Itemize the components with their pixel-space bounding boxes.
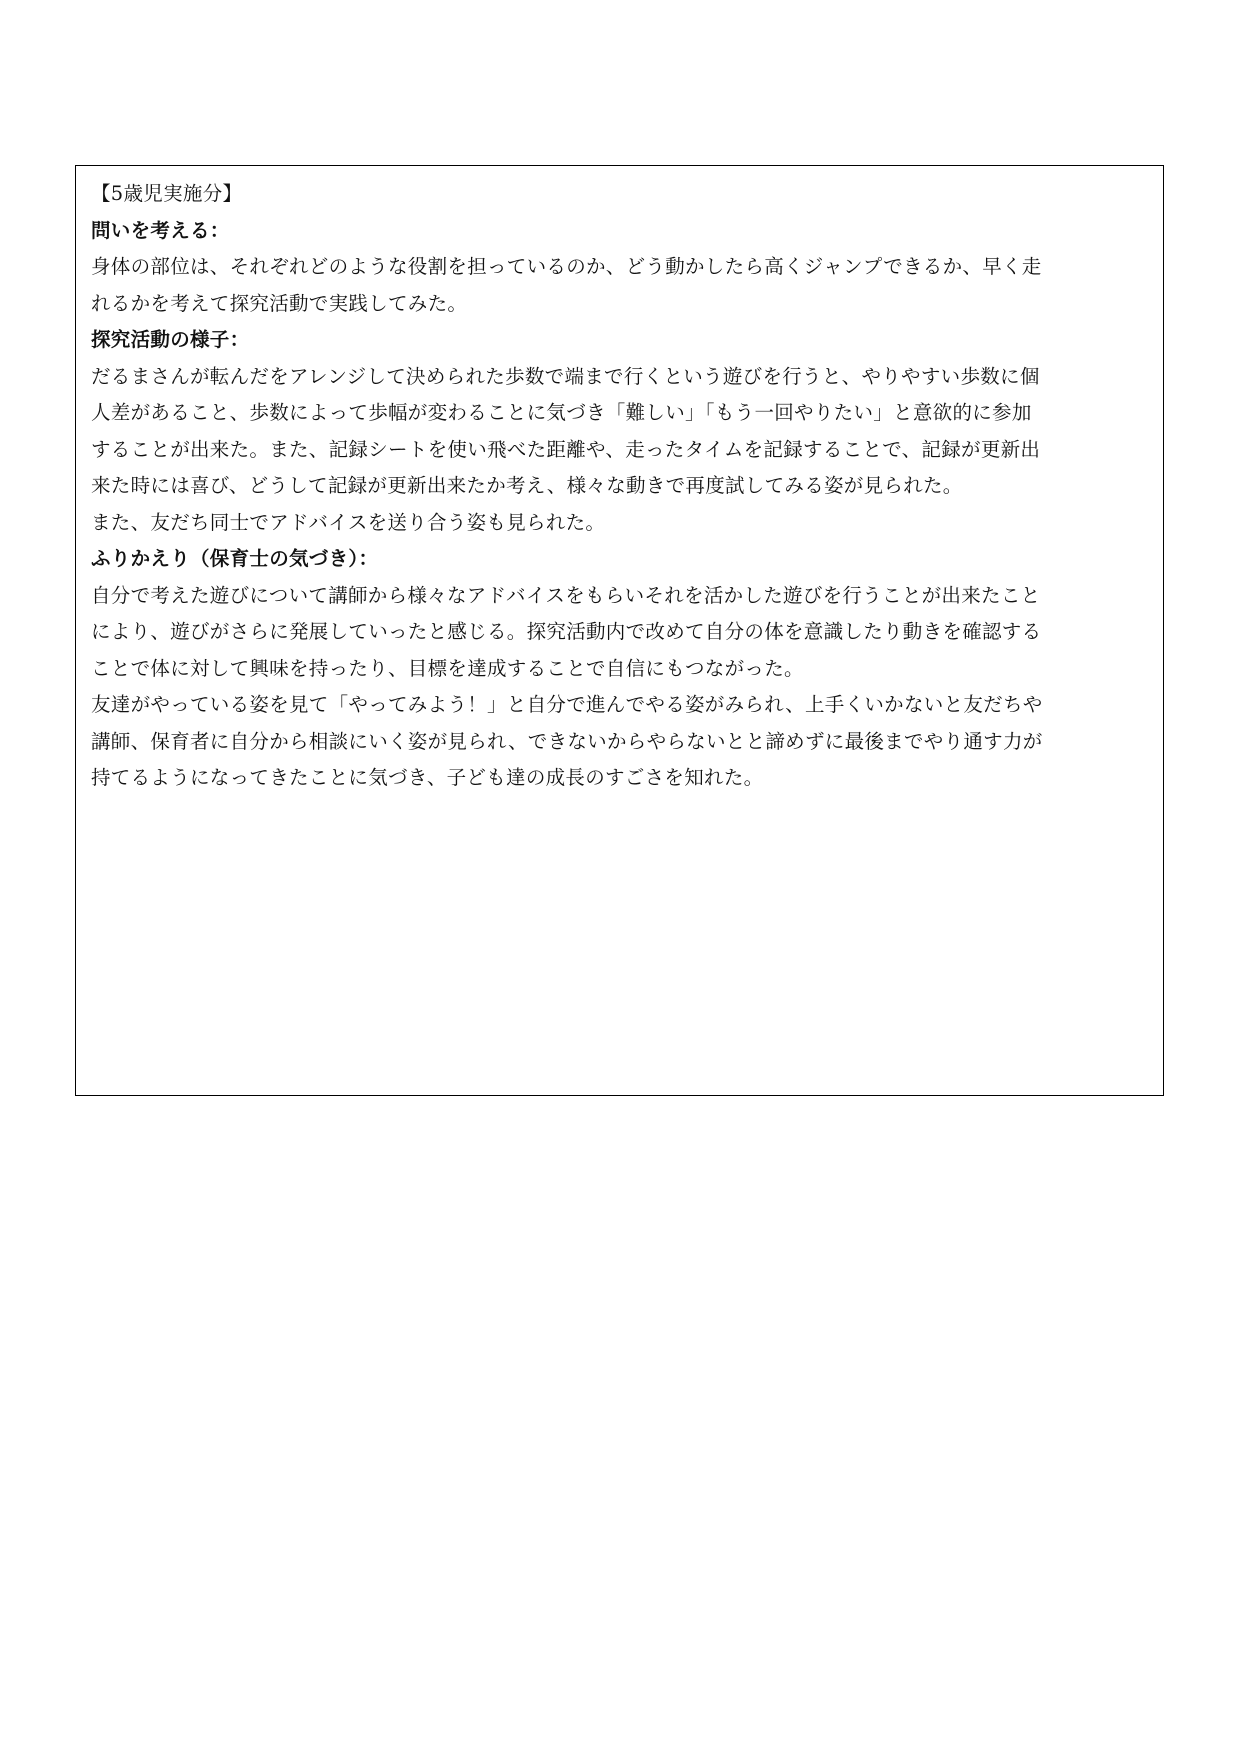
report-content <box>91 176 1151 797</box>
activity-text-line: また、友だち同士でアドバイスを送り合う姿も見られた。 <box>91 510 606 534</box>
question-text-line: れるかを考えて探究活動で実践してみた。 <box>91 291 468 315</box>
reflection-text-line: 友達がやっている姿を見て「やってみよう！」と自分で進んでやる姿がみられ、上手くいかないと友だちや <box>91 693 1043 716</box>
activity-text-line: だるまさんが転んだをアレンジして決められた歩数で端まで行くという遊びを行うと、やりやすい歩数に個 <box>91 364 1040 388</box>
reflection-text-line: により、遊びがさらに発展していったと感じる。探究活動内で改めて自分の体を意識したり動きを確認する <box>91 620 1042 643</box>
activity-heading: 探究活動の様子： <box>91 328 250 351</box>
reflection-text-line: ことで体に対して興味を持ったり、目標を達成することで自信にもつながった。 <box>91 656 804 680</box>
reflection-text-line: 自分で考えた遊びについて講師から様々なアドバイスをもらいそれを活かした遊びを行うことが出来たこと <box>91 583 1041 607</box>
report-title: 【5歳児実施分】 <box>91 182 243 205</box>
reflection-text-line: 講師、保育者に自分から相談にいく姿が見られ、できないからやらないとと諦めずに最後までやり通す力が <box>91 729 1043 753</box>
activity-text-line: 来た時には喜び、どうして記録が更新出来たか考え、様々な動きで再度試してみる姿が見られた。 <box>91 474 963 497</box>
question-text-line: 身体の部位は、それぞれどのような役割を担っているのか、どう動かしたら高くジャンプできるか、早く走 <box>91 255 1042 278</box>
question-heading: 問いを考える： <box>91 218 230 242</box>
reflection-heading: ふりかえり（保育士の気づき）： <box>91 547 379 570</box>
activity-text-line: することが出来た。また、記録シートを使い飛べた距離や、走ったタイムを記録することで、記録が更新出 <box>91 437 1041 461</box>
activity-text-line: 人差があること、歩数によって歩幅が変わることに気づき「難しい」「もう一回やりたい」と意欲的に参加 <box>91 401 1032 424</box>
reflection-text-line: 持てるようになってきたことに気づき、子ども達の成長のすごさを知れた。 <box>91 766 764 789</box>
